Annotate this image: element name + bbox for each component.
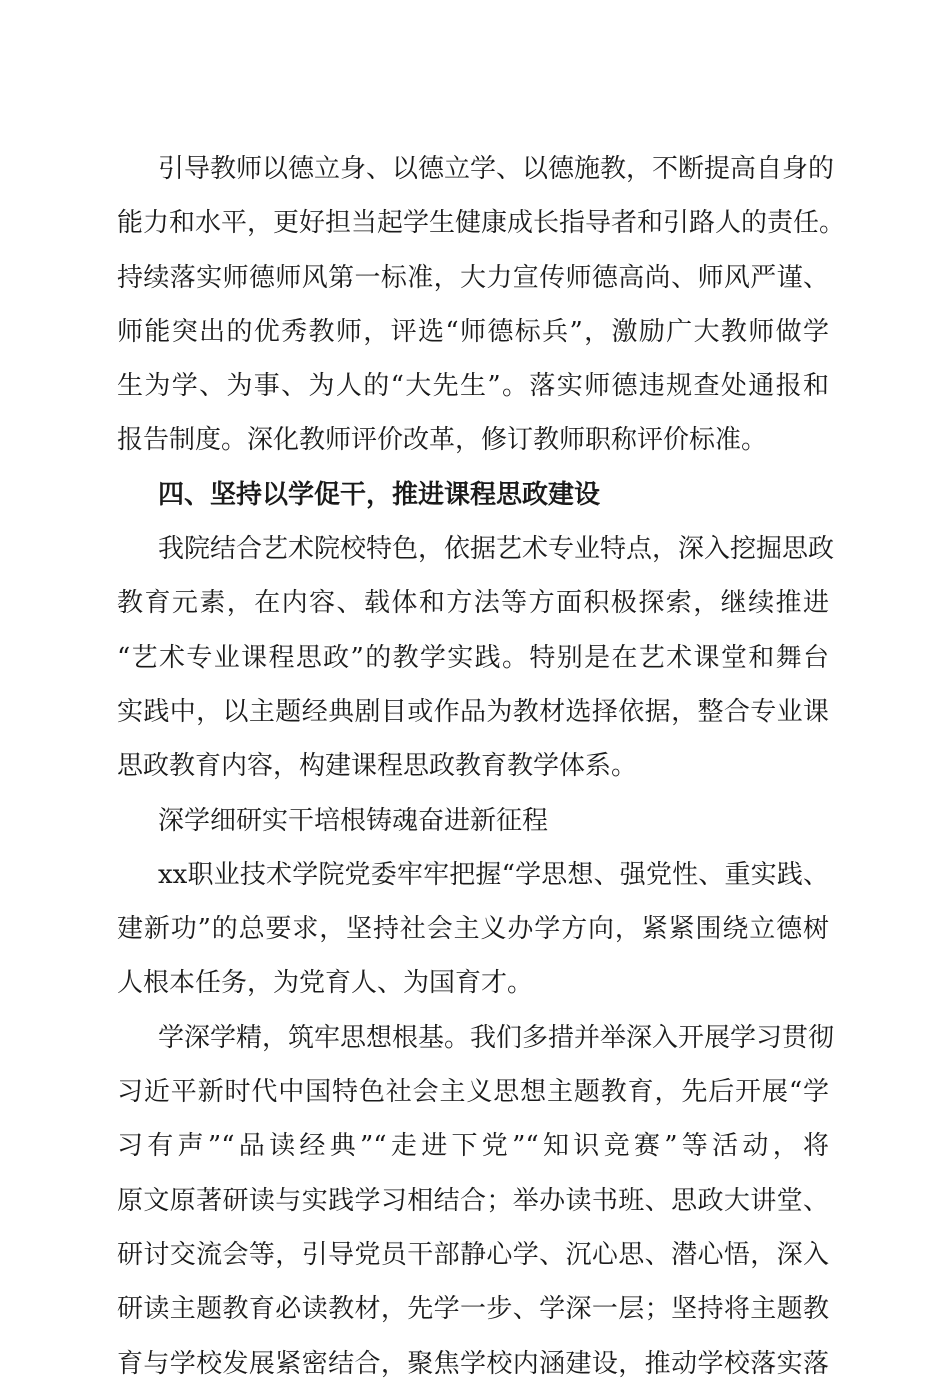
text-line: 习近平新时代中国特色社会主义思想主题教育，先后开展“学	[117, 1077, 829, 1108]
text-line: 人根本任务，为党育人、为国育才。	[117, 968, 534, 999]
text-line: xx职业技术学院党委牢牢把握“学思想、强党性、重实践、	[158, 859, 829, 890]
text-line: 能力和水平，更好担当起学生健康成长指导者和引路人的责任。	[117, 208, 846, 239]
text-line: 报告制度。深化教师评价改革，修订教师职称评价标准。	[117, 425, 768, 456]
text-line: 教育元素，在内容、载体和方法等方面积极探索，继续推进	[117, 588, 829, 619]
section-heading: 四、坚持以学促干，推进课程思政建设	[158, 479, 601, 510]
paragraph-teacher-ethics	[117, 142, 846, 468]
text-line: 实践中，以主题经典剧目或作品为教材选择依据，整合专业课	[117, 696, 829, 727]
article-title: 深学细研实干培根铸魂奋进新征程	[158, 805, 549, 836]
text-line: 生为学、为事、为人的“大先生”。落实师德违规查处通报和	[117, 371, 829, 402]
text-line: “艺术专业课程思政”的教学实践。特别是在艺术课堂和舞台	[117, 642, 829, 673]
text-line: 引导教师以德立身、以德立学、以德施教，不断提高自身的	[158, 154, 835, 184]
text-line: 师能突出的优秀教师，评选“师德标兵”，激励广大教师做学	[117, 316, 829, 347]
text-line: 研读主题教育必读教材，先学一步、学深一层；坚持将主题教	[117, 1294, 829, 1325]
paragraph-study-deeply	[117, 1011, 835, 1391]
text-line: 思政教育内容，构建课程思政教育教学体系。	[117, 751, 638, 782]
text-line: 育与学校发展紧密结合，聚焦学校内涵建设，推动学校落实落	[117, 1348, 829, 1379]
paragraph-course-ideology	[117, 522, 835, 793]
text-line: 习有声”“品读经典”“走进下党”“知识竞赛”等活动，将	[117, 1131, 829, 1162]
document-page	[117, 142, 846, 1391]
paragraph-party-committee	[117, 848, 829, 1011]
text-line: 持续落实师德师风第一标准，大力宣传师德高尚、师风严谨、	[117, 262, 829, 293]
text-line: 学深学精，筑牢思想根基。我们多措并举深入开展学习贯彻	[158, 1022, 835, 1053]
text-line: 研讨交流会等，引导党员干部静心学、沉心思、潜心悟，深入	[117, 1239, 829, 1270]
text-line: 原文原著研读与实践学习相结合；举办读书班、思政大讲堂、	[117, 1185, 829, 1216]
text-line: 建新功”的总要求，坚持社会主义办学方向，紧紧围绕立德树	[117, 914, 829, 945]
text-line: 我院结合艺术院校特色，依据艺术专业特点，深入挖掘思政	[158, 534, 835, 565]
